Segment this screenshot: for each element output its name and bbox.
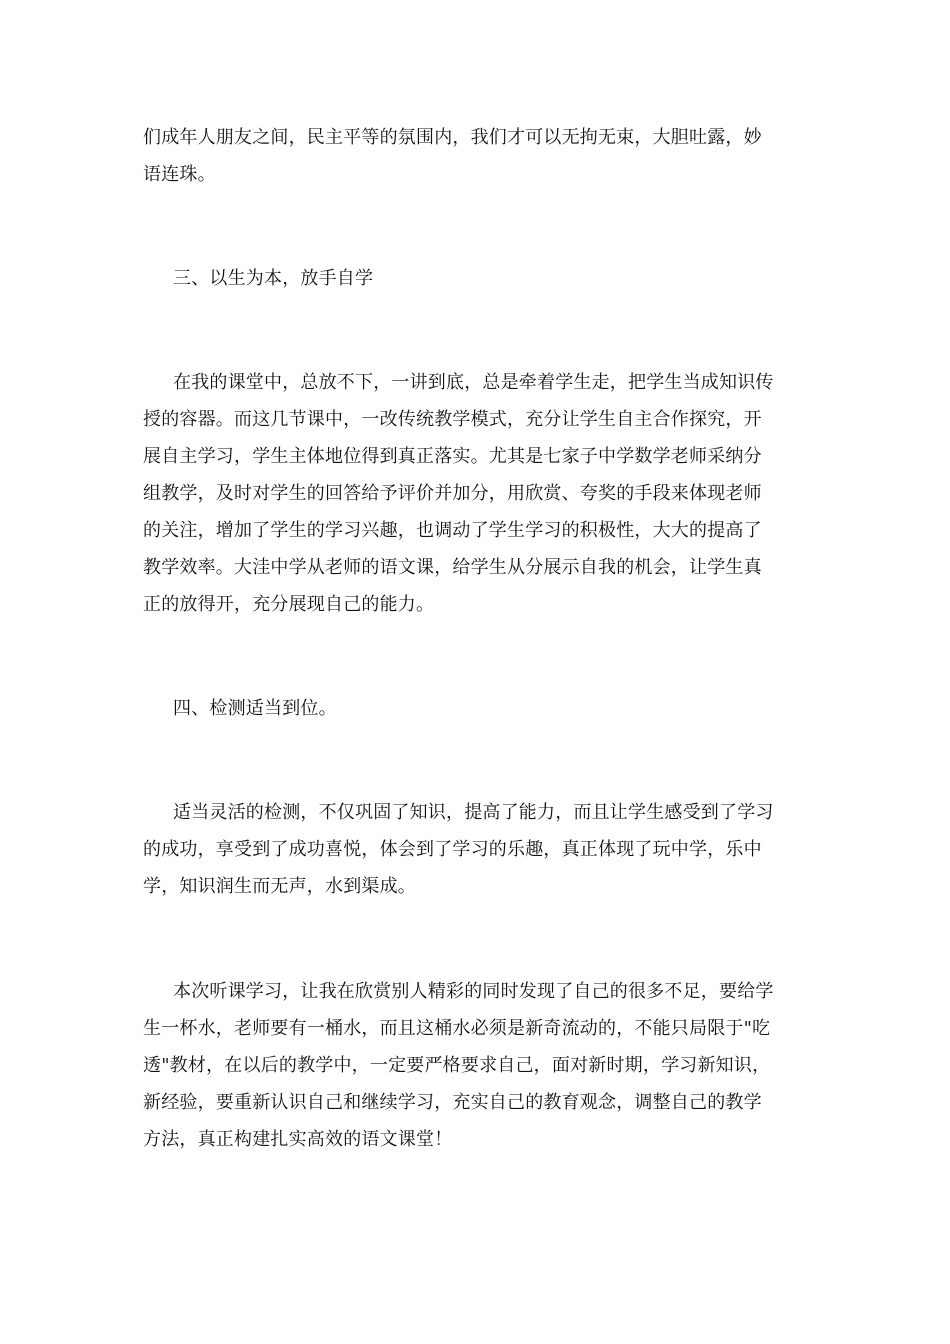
- text-line: 们成年人朋友之间，民主平等的氛围内，我们才可以无拘无束，大胆吐露，妙: [143, 127, 762, 148]
- text-line: 适当灵活的检测，不仅巩固了知识，提高了能力，而且让学生感受到了学习: [173, 802, 774, 823]
- text-line: 方法，真正构建扎实高效的语文课堂！: [143, 1129, 453, 1150]
- body-paragraph: [143, 973, 811, 1158]
- text-line: 本次听课学习，让我在欣赏别人精彩的同时发现了自己的很多不足，要给学: [173, 981, 774, 1002]
- text-line: 的关注，增加了学生的学习兴趣，也调动了学生学习的积极性，大大的提高了: [143, 520, 762, 541]
- body-paragraph: [143, 794, 811, 905]
- section-heading: [143, 690, 811, 727]
- text-line: 语连珠。: [143, 164, 216, 185]
- body-paragraph: [143, 119, 811, 193]
- text-line: 展自主学习，学生主体地位得到真正落实。尤其是七家子中学数学老师采纳分: [143, 446, 762, 467]
- body-paragraph: [143, 364, 811, 623]
- text-line: 在我的课堂中，总放不下，一讲到底，总是牵着学生走，把学生当成知识传: [173, 372, 774, 393]
- text-line: 的成功，享受到了成功喜悦，体会到了学习的乐趣，真正体现了玩中学，乐中: [143, 839, 762, 860]
- text-line: 教学效率。大洼中学从老师的语文课，给学生从分展示自我的机会，让学生真: [143, 557, 762, 578]
- text-line: 组教学，及时对学生的回答给予评价并加分，用欣赏、夸奖的手段来体现老师: [143, 483, 762, 504]
- text-line: 正的放得开，充分展现自己的能力。: [143, 594, 435, 615]
- text-line: 学，知识润生而无声，水到渠成。: [143, 876, 416, 897]
- text-line: 授的容器。而这几节课中，一改传统教学模式，充分让学生自主合作探究，开: [143, 409, 762, 430]
- text-line: 四、检测适当到位。: [173, 698, 337, 719]
- section-heading: [143, 260, 811, 297]
- text-line: 新经验，要重新认识自己和继续学习，充实自己的教育观念，调整自己的教学: [143, 1092, 762, 1113]
- text-line: 三、以生为本，放手自学: [173, 268, 374, 289]
- text-line: 生一杯水，老师要有一桶水，而且这桶水必须是新奇流动的，不能只局限于"吃: [143, 1018, 771, 1039]
- text-line: 透"教材，在以后的教学中，一定要严格要求自己，面对新时期，学习新知识，: [143, 1055, 771, 1076]
